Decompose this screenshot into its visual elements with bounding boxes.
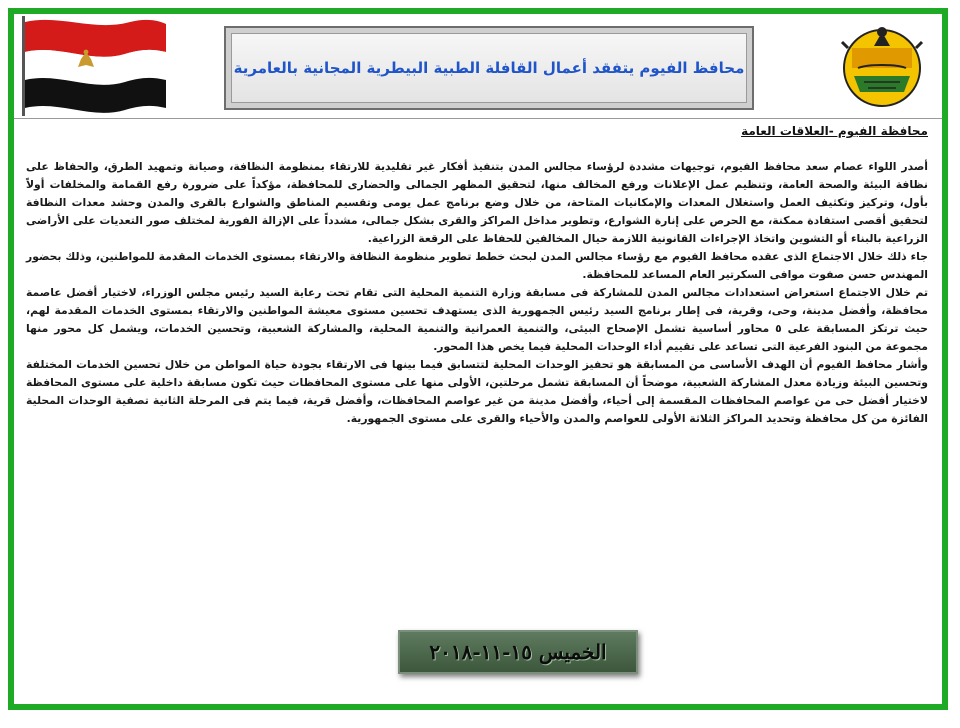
article-paragraph: جاء ذلك خلال الاجتماع الذى عقده محافظ الفيوم مع رؤساء مجالس المدن لبحث خطط تطوير منظومة النظافة والارتقاء بمستوى الخدمات المقدمة للمواطنين، وذلك بحضور المهندس حسن صفوت موافى السكرتير العام المساعد للمحافظة. <box>26 250 928 281</box>
article-paragraph: تم خلال الاجتماع استعراض استعدادات مجالس المدن للمشاركة فى مسابقة وزارة التنمية المحلية التى تقام تحت رعاية السيد رئيس مجلس الوزراء، لاختيار أفضل عاصمة محافظة، وأفضل مدينة، وحى، وقرية، فى إطار برنامج السيد رئيس الجمهورية الذى يستهدف تحسين مستوى معيشة المواطنين والارتقاء بمستوى الخدمات المقدمة لهم، حيث ترتكز المسابقة على ٥ محاور أساسية تشمل الإصحاح البيئى، والتنمية العمرانية والتنمية المحلية، والمشاركة الشعبية، وتحسين الخدمات، ويشمل كل محور منها مجموعة من البنود الفرعية التى تساعد على تقييم أداء الوحدات المحلية فيما يخص هذا المحور. <box>26 286 928 353</box>
fayoum-governorate-logo-icon <box>834 18 930 114</box>
date-label: الخميس ١٥-١١-٢٠١٨ <box>429 640 607 664</box>
egypt-flag-icon <box>20 14 168 118</box>
headline: محافظ الفيوم يتفقد أعمال القافلة الطبية البيطرية المجانية بالعامرية <box>233 59 745 77</box>
article-paragraph: وأشار محافظ الفيوم أن الهدف الأساسى من المسابقة هو تحفيز الوحدات المحلية لتتسابق فيما بينها فى الارتقاء بجودة حياة المواطن من خلال تحسين الخدمات المختلفة وتحسين البيئة وزيادة معدل المشاركة الشعبية، موضحاً أن المسابقة تشمل مرحلتين، الأولى منها على مستوى المحافظات حيث تكون مسابقة داخلية على مستوى المحافظة لاختيار أفضل حى من عواصم المحافظات المقسمة إلى أحياء، وأفضل مدينة من غير عواصم المحافظات، وأفضل قرية، فيما يتم فى المرحلة الثانية تصفية الوحدات المحلية الفائزة من كل محافظة وتحديد المراكز الثلاثة الأولى للعواصم والمدن والأحياء والقرى على مستوى الجمهورية. <box>26 358 928 425</box>
header-divider <box>14 118 942 119</box>
document-page <box>8 8 948 710</box>
source-label: محافظة الفيوم -العلاقات العامة <box>741 124 928 138</box>
article-paragraph: أصدر اللواء عصام سعد محافظ الفيوم، توجيهات مشددة لرؤساء مجالس المدن بتنفيذ أفكار غير تقليدية للارتقاء بمنظومة النظافة، وصيانة وتمهيد الطرق، والحفاظ على نظافة البيئة والصحة العامة، وتنظيم عمل الإعلانات ورفع المخالف منها، لتحقيق المظهر الجمالى والحضارى للمحافظة، مؤكداً على ضرورة رفع القمامة والمخلفات أولاً بأول، وتركيز وتكثيف العمل واستغلال المعدات والإمكانيات المتاحة، من خلال وضع برنامج عمل يومى وتقسيم المناطق والشوارع بالقرى والمدن وحشد معدات النظافة لتحقيق أقصى استفادة ممكنة، مع الحرص على إنارة الشوارع، وتطوير مداخل المراكز والقرى بشكل جمالى، مشدداً على الإزالة الفورية لمختلف صور التعديات على الأراضى الزراعية بالبناء أو التشوين واتخاذ الإجراءات القانونية اللازمة حيال المخالفين للحفاظ على الرقعة الزراعية. <box>26 160 928 245</box>
article-body <box>26 158 928 428</box>
headline-box <box>224 26 754 110</box>
date-badge <box>398 630 638 674</box>
